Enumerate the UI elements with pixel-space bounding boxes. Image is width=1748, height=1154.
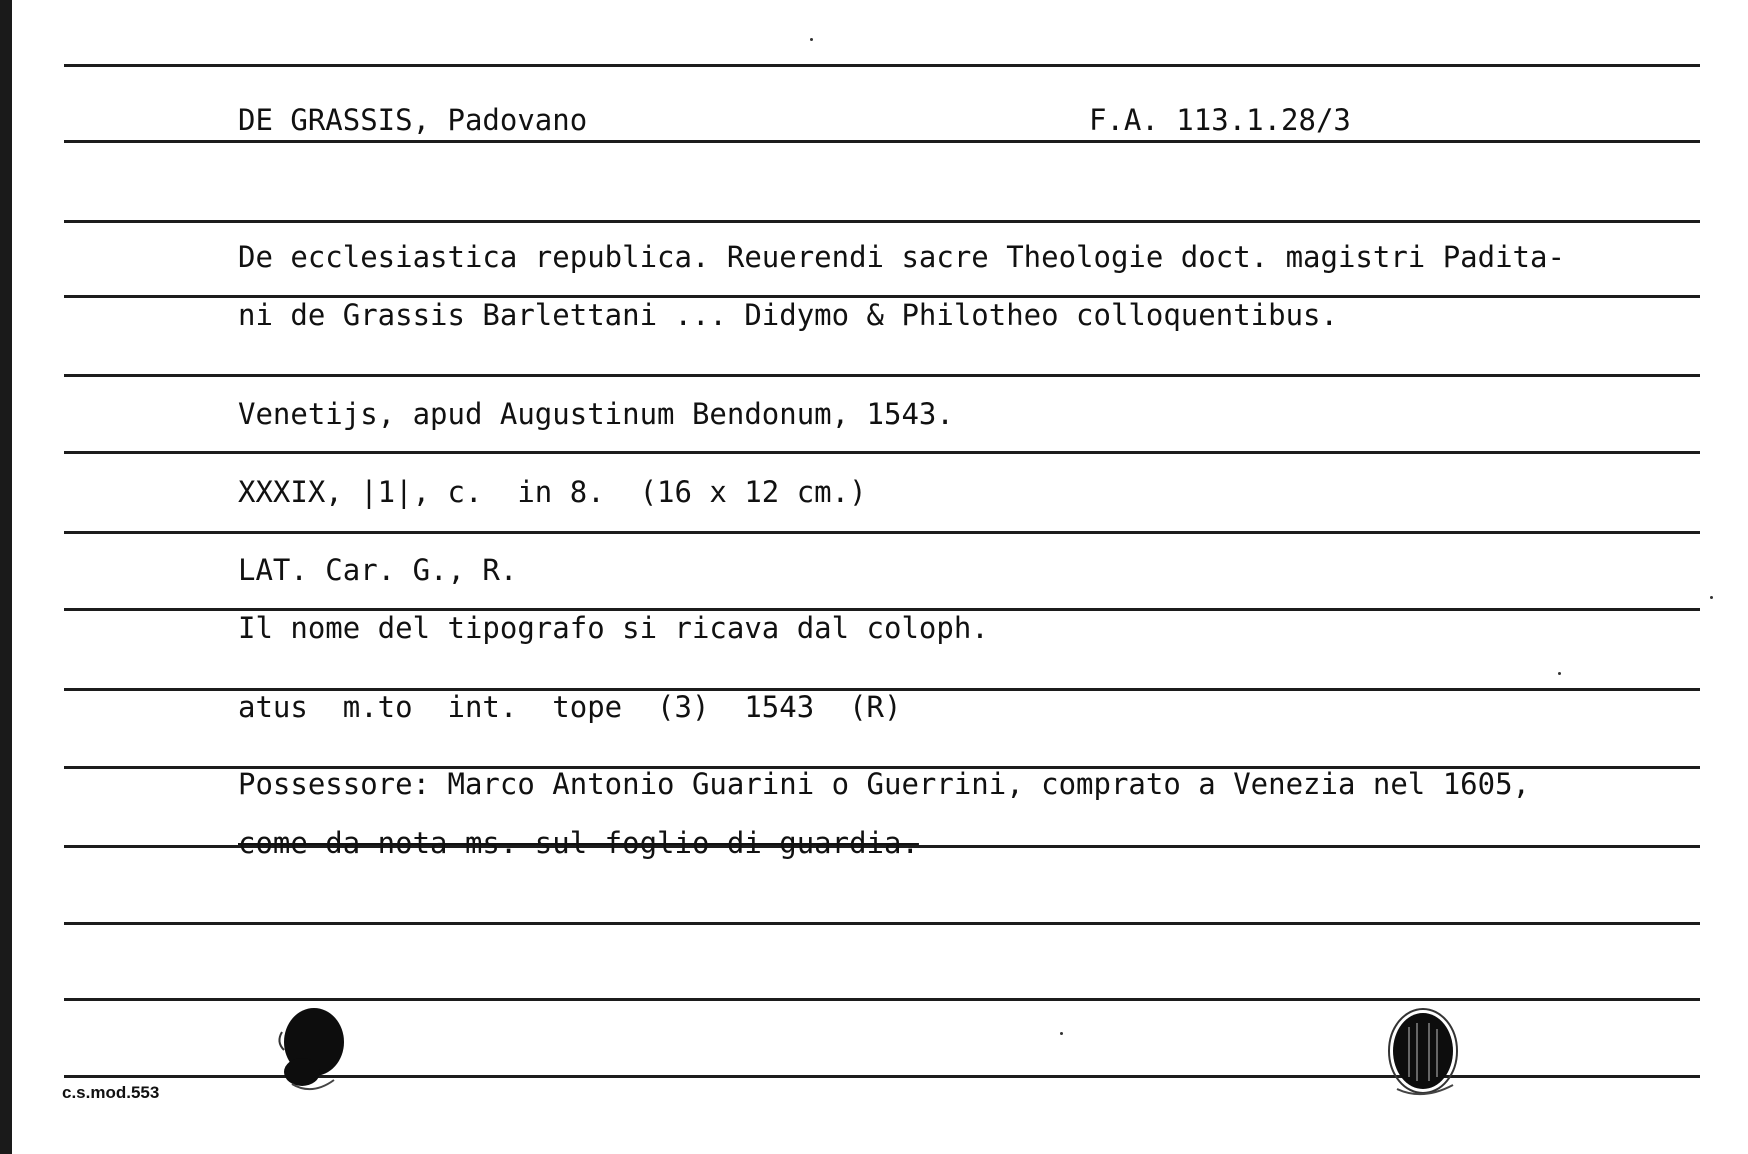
binder-hole-right	[1383, 1007, 1461, 1103]
ruled-line	[64, 64, 1700, 67]
collation: XXXIX, |1|, c. in 8. (16 x 12 cm.)	[238, 475, 867, 509]
ruled-line	[64, 922, 1700, 925]
paper-speck	[1558, 672, 1561, 675]
ruled-line	[64, 531, 1700, 534]
imprint: Venetijs, apud Augustinum Bendonum, 1543.	[238, 397, 954, 431]
binder-hole-left	[272, 1002, 350, 1098]
ruled-line	[64, 374, 1700, 377]
title-line-2: ni de Grassis Barlettani ... Didymo & Philotheo colloquentibus.	[238, 298, 1338, 332]
ruled-line	[64, 220, 1700, 223]
ruled-line	[64, 140, 1700, 143]
provenance-line-1: Possessore: Marco Antonio Guarini o Guerrini, comprato a Venezia nel 1605,	[238, 767, 1531, 801]
form-code: c.s.mod.553	[62, 1083, 160, 1102]
location-code: atus m.to int. tope (3) 1543 (R)	[238, 690, 902, 724]
author-heading: DE GRASSIS, Padovano	[238, 103, 588, 137]
paper-speck	[1060, 1032, 1063, 1035]
shelfmark: F.A. 113.1.28/3	[1089, 103, 1351, 137]
language-notes: LAT. Car. G., R.	[238, 553, 518, 587]
card-left-edge	[0, 0, 12, 1154]
provenance-line-2: come da nota ms. sul foglio di guardia.	[238, 826, 919, 860]
note-printer: Il nome del tipografo si ricava dal coloph.	[238, 611, 989, 645]
paper-speck	[1710, 596, 1713, 599]
title-line-1: De ecclesiastica republica. Reuerendi sacre Theologie doct. magistri Padita-	[238, 240, 1565, 274]
ruled-line	[64, 451, 1700, 454]
paper-speck	[810, 38, 813, 41]
ruled-line	[64, 998, 1700, 1001]
